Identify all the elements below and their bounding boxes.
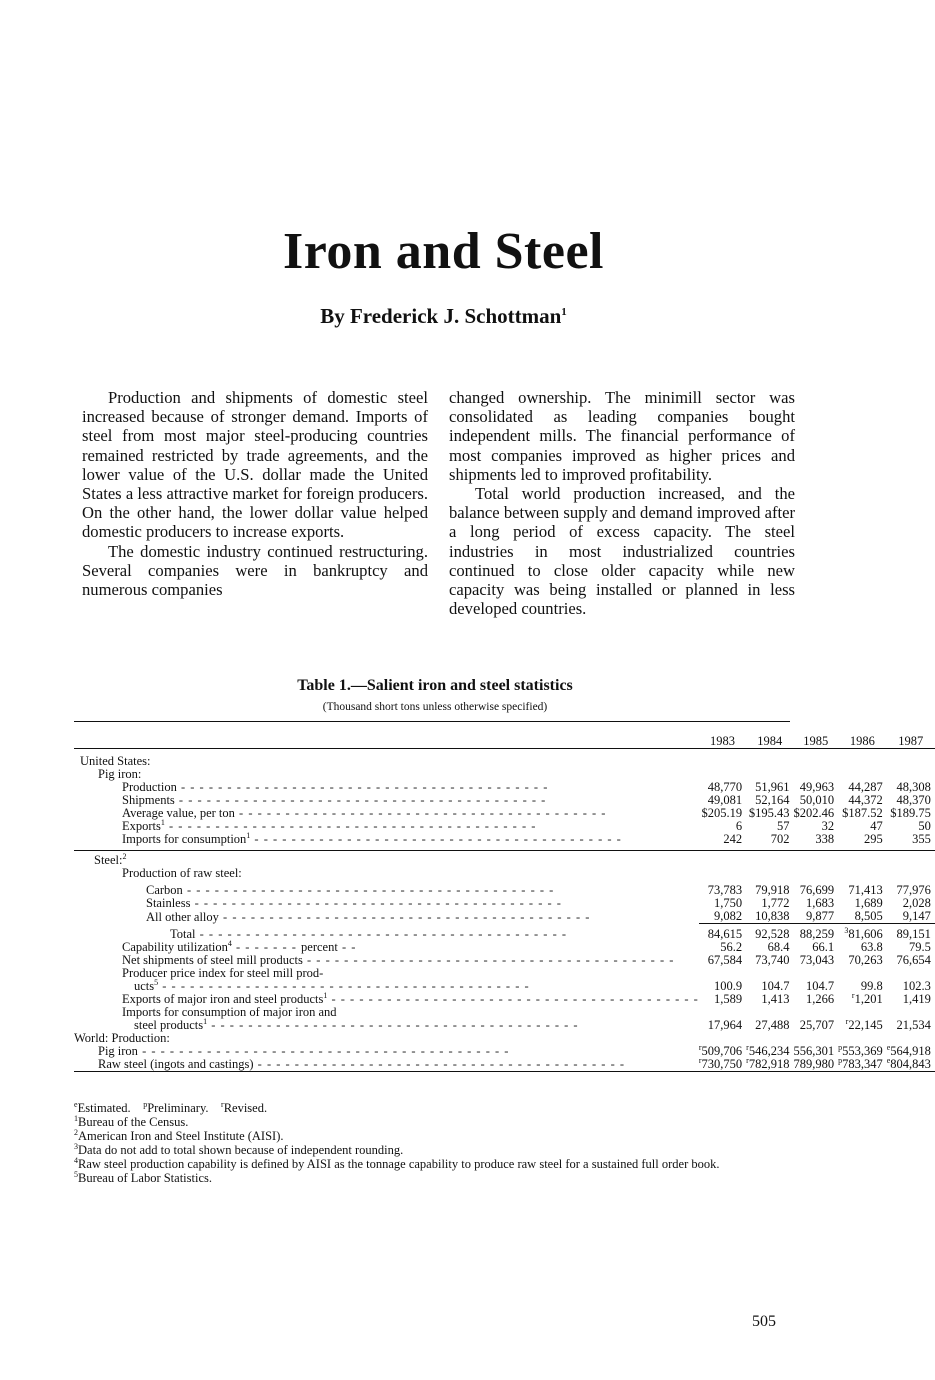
footnote-mark: r — [845, 1016, 849, 1026]
row-label: Average value, per ton - - - - - - - - - - - - - - - - - - - - - - - - - - - - - - - - - - - - - - - - — [122, 806, 607, 820]
unit-label: percent — [301, 940, 338, 954]
byline-footnote-mark: 1 — [561, 306, 567, 318]
value-cell: 10,838 — [755, 909, 790, 923]
footnote-line — [74, 1157, 790, 1171]
value-cell: 9,082 — [714, 909, 743, 923]
footnote-mark: p — [838, 1055, 843, 1065]
byline — [0, 304, 887, 329]
value-cell: 76,654 — [896, 953, 931, 967]
page-title: Iron and Steel — [283, 223, 604, 280]
value-cell: 25,707 — [799, 1018, 835, 1032]
value-cell: 89,151 — [896, 927, 931, 941]
row-label: Net shipments of steel mill products - - - - - - - - - - - - - - - - - - - - - - - - - - - - - - - - - - - - - - - - — [122, 953, 675, 967]
footnote-mark: p — [143, 1099, 148, 1109]
footnote-mark: 1 — [203, 1016, 208, 1026]
footnote-text: Raw steel production capability is defined by AISI as the tonnage capability to produce raw steel for a sustained full order book. — [78, 1157, 720, 1171]
year-header: 1983 — [699, 730, 746, 749]
value-cell: $195.43 — [748, 806, 790, 820]
row-label: Imports for consumption$^1$ - - - - - - - - - - - - - - - - - - - - - - - - - - - - - - - - - - - - - - - - — [122, 830, 622, 846]
header-blank — [74, 730, 699, 749]
value-cell: 1,419 — [902, 992, 931, 1006]
value-cell: 355 — [912, 832, 931, 846]
footnote-mark: 3 — [74, 1141, 78, 1151]
footnote-mark: 1 — [246, 830, 251, 840]
value-cell: 76,699 — [799, 883, 835, 897]
row-label: Raw steel (ingots and castings) - - - - - - - - - - - - - - - - - - - - - - - - - - - - - - - - - - - - - - - - — [74, 1058, 699, 1072]
value-cell: $^r$730,750 — [699, 1058, 746, 1072]
footnote-mark: r — [221, 1099, 224, 1109]
footnote-text: Revised. — [223, 1101, 268, 1115]
row-label: Stainless - - - - - - - - - - - - - - - - - - - - - - - - - - - - - - - - - - - - - - - - — [146, 896, 562, 910]
row-label: All other alloy - - - - - - - - - - - - - - - - - - - - - - - - - - - - - - - - - - - - - - - - — [146, 909, 591, 924]
row-label: Carbon - - - - - - - - - - - - - - - - - - - - - - - - - - - - - - - - - - - - - - - - — [146, 883, 555, 897]
value-cell: 1,589 — [714, 992, 743, 1006]
value-cell: $^e$564,918 — [886, 1042, 931, 1058]
value-cell: 104.7 — [761, 979, 790, 993]
table-caption: Table 1.—Salient iron and steel statistics — [297, 677, 573, 694]
footnote-mark: 3 — [844, 925, 849, 935]
value-cell: 44,287 — [848, 780, 883, 794]
footnote-mark: p — [838, 1042, 843, 1052]
footnote-mark: 5 — [74, 1169, 78, 1179]
footnote-mark: 5 — [154, 977, 159, 987]
value-cell: 17,964 — [707, 1018, 743, 1032]
footnote-mark: 1 — [74, 1113, 78, 1123]
value-cell: $^3$81,606 — [844, 925, 883, 941]
value-cell: $^r$1,201 — [851, 990, 883, 1006]
footnote-mark: r — [851, 990, 855, 1000]
row-label: Imports for consumption of major iron and — [122, 1005, 337, 1019]
footnote-text: Bureau of the Census. — [78, 1115, 189, 1129]
table-subcaption: (Thousand short tons unless otherwise specified) — [322, 701, 548, 713]
value-cell: 50 — [918, 819, 931, 833]
value-cell: 47 — [870, 819, 883, 833]
value-cell: $^p$553,369 — [838, 1042, 883, 1058]
value-cell: 56.2 — [720, 940, 743, 954]
value-cell: $202.46 — [793, 806, 835, 820]
value-cell: 9,877 — [805, 909, 835, 923]
footnote-mark: 1 — [160, 817, 165, 827]
value-cell: 2,028 — [902, 896, 931, 910]
value-cell: 9,147 — [902, 909, 931, 923]
value-cell: 73,043 — [799, 953, 835, 967]
row-label: Exports of major iron and steel products$^1$ - - - - - - - - - - - - - - - - - - - - - - - - - - - - - - - - - - - - - - - - — [122, 990, 699, 1006]
footnotes — [74, 1101, 790, 1185]
value-cell: 88,259 — [799, 927, 835, 941]
value-cell: 48,370 — [896, 793, 931, 807]
footnote-text: Data do not add to total shown because of independent rounding. — [78, 1143, 404, 1157]
footnote-line — [74, 1171, 790, 1185]
section-row — [74, 755, 935, 768]
value-cell: 79,918 — [755, 883, 790, 897]
value-cell: 57 — [776, 819, 790, 833]
row-label: Producer price index for steel mill prod- — [122, 966, 324, 980]
row-label: Production - - - - - - - - - - - - - - - - - - - - - - - - - - - - - - - - - - - - - - - - — [122, 780, 549, 794]
value-cell: $^r$546,234 — [746, 1042, 790, 1058]
value-cell: $189.75 — [890, 806, 931, 820]
value-cell: $187.52 — [842, 806, 883, 820]
footnote-mark: r — [746, 1042, 749, 1052]
footnote-mark: 2 — [122, 851, 127, 861]
value-cell: 44,372 — [848, 793, 883, 807]
footnote-text: Preliminary. — [147, 1101, 209, 1115]
value-cell: 68.4 — [767, 940, 790, 954]
value-cell: 67,584 — [707, 953, 743, 967]
footnote-mark: 4 — [74, 1155, 78, 1165]
row-label: Total - - - - - - - - - - - - - - - - - - - - - - - - - - - - - - - - - - - - - - - - — [170, 927, 568, 941]
footnote-mark: e — [74, 1099, 78, 1109]
value-cell: 49,081 — [707, 793, 743, 807]
value-cell: 1,266 — [805, 992, 835, 1006]
value-cell: 556,301 — [793, 1044, 835, 1058]
footnote-mark: e — [886, 1055, 891, 1065]
value-cell: 79.5 — [909, 940, 931, 954]
text-column-left — [82, 388, 428, 599]
footnote-mark: r — [698, 1055, 702, 1065]
footnote-mark: r — [698, 1042, 702, 1052]
page-number: 505 — [752, 1313, 776, 1330]
value-cell: $205.19 — [701, 806, 743, 820]
footnote-mark: e — [886, 1042, 891, 1052]
footnote-text: Estimated. — [77, 1101, 131, 1115]
text-column-right — [449, 388, 795, 618]
value-cell: 1,750 — [714, 896, 743, 910]
value-cell: 63.8 — [860, 940, 883, 954]
value-cell: $^e$804,843 — [887, 1058, 935, 1072]
value-cell: 70,263 — [848, 953, 883, 967]
year-header: 1985 — [793, 730, 838, 749]
footnote-mark: 4 — [227, 938, 232, 948]
row-label: steel products$^1$ - - - - - - - - - - - - - - - - - - - - - - - - - - - - - - - - - - - - - - - - — [134, 1016, 579, 1032]
value-cell: 51,961 — [755, 780, 790, 794]
footnote-line — [74, 1129, 790, 1143]
value-cell: 102.3 — [902, 979, 931, 993]
value-cell: 8,505 — [854, 909, 883, 923]
value-cell: 702 — [770, 832, 790, 846]
steel-header: Steel: — [94, 853, 123, 867]
table-header-row — [74, 730, 935, 749]
value-cell: 27,488 — [755, 1018, 790, 1032]
footnote-line — [74, 1143, 790, 1157]
year-header: 1984 — [746, 730, 793, 749]
value-cell: 789,980 — [793, 1058, 838, 1072]
section-label: United States: — [80, 754, 151, 768]
value-cell: 6 — [735, 819, 743, 833]
footnote-line — [74, 1115, 790, 1129]
value-cell: 71,413 — [848, 883, 883, 897]
value-cell: $^p$783,347 — [838, 1058, 887, 1072]
paragraph: Total world production increased, and the balance between supply and demand improved after a long period of excess capacity. The steel industries in most industrialized countries continued to close older capacity while new capacity was being installed or planned in less developed countries. — [449, 484, 795, 619]
value-cell: 77,976 — [896, 883, 931, 897]
table-row — [74, 910, 935, 924]
table-row — [74, 1019, 935, 1032]
row-label: ucts$^5$ - - - - - - - - - - - - - - - - - - - - - - - - - - - - - - - - - - - - - - - - — [134, 977, 530, 993]
row-label: Pig iron - - - - - - - - - - - - - - - - - - - - - - - - - - - - - - - - - - - - - - - - — [98, 1044, 510, 1058]
statistics-table — [74, 730, 935, 1072]
footnote-mark: 2 — [74, 1127, 78, 1137]
value-cell: 1,689 — [854, 896, 883, 910]
value-cell: 338 — [815, 832, 835, 846]
paragraph: changed ownership. The minimill sector was consolidated as leading companies bought independent mills. The financial performance of most companies improved as higher prices and shipments led to improved profitability. — [449, 388, 795, 484]
footnote-text: Bureau of Labor Statistics. — [78, 1171, 212, 1185]
section-label: Pig iron: — [98, 767, 142, 781]
year-header: 1986 — [838, 730, 887, 749]
row-label: Shipments - - - - - - - - - - - - - - - - - - - - - - - - - - - - - - - - - - - - - - - - — [122, 793, 547, 807]
value-cell: 100.9 — [714, 979, 743, 993]
value-cell: $^r$509,706 — [698, 1042, 743, 1058]
value-cell: $^r$782,918 — [746, 1058, 793, 1072]
value-cell: 104.7 — [805, 979, 835, 993]
value-cell: 73,740 — [755, 953, 790, 967]
row-label: Capability utilization$^4$ - - - - - - - percent - - — [122, 938, 357, 954]
table-top-rule — [74, 721, 790, 722]
value-cell: 73,783 — [707, 883, 743, 897]
value-cell: 32 — [821, 819, 835, 833]
value-cell: 66.1 — [812, 940, 835, 954]
footnote-line — [74, 1101, 790, 1115]
paragraph: The domestic industry continued restructuring. Several companies were in bankruptcy and numerous companies — [82, 541, 428, 600]
year-header: 1987 — [887, 730, 935, 749]
value-cell: 1,413 — [761, 992, 790, 1006]
footnote-text: American Iron and Steel Institute (AISI). — [78, 1129, 284, 1143]
value-cell: 49,963 — [799, 780, 835, 794]
paragraph: Production and shipments of domestic steel increased because of stronger demand. Imports of steel from most major steel-producing countries remained restricted by trade agreements, and the lower value of the U.S. dollar made the United States a less attractive market for foreign producers. On the other hand, the lower dollar value helped domestic producers to increase exports. — [82, 388, 428, 542]
footnote-mark: r — [746, 1055, 749, 1065]
value-cell: 84,615 — [707, 927, 743, 941]
author-name: By Frederick J. Schottman — [320, 304, 562, 328]
value-cell: $^r$22,145 — [845, 1016, 883, 1032]
value-cell: 295 — [863, 832, 883, 846]
value-cell: 50,010 — [799, 793, 835, 807]
row-label: Exports$^1$ - - - - - - - - - - - - - - - - - - - - - - - - - - - - - - - - - - - - - - - - — [122, 817, 537, 833]
value-cell: 21,534 — [896, 1018, 931, 1032]
value-cell: 52,164 — [755, 793, 790, 807]
value-cell: 1,683 — [805, 896, 835, 910]
section-row — [74, 867, 935, 880]
section-label: Production of raw steel: — [122, 866, 242, 880]
value-cell: 1,772 — [761, 896, 790, 910]
row-label: World: Production: — [74, 1031, 170, 1045]
value-cell: 48,770 — [707, 780, 743, 794]
value-cell: 48,308 — [896, 780, 931, 794]
table-row — [74, 833, 935, 846]
table-row — [74, 1058, 935, 1072]
value-cell: 92,528 — [755, 927, 790, 941]
value-cell: 99.8 — [860, 979, 883, 993]
footnote-mark: 1 — [323, 990, 328, 1000]
value-cell: 242 — [723, 832, 743, 846]
